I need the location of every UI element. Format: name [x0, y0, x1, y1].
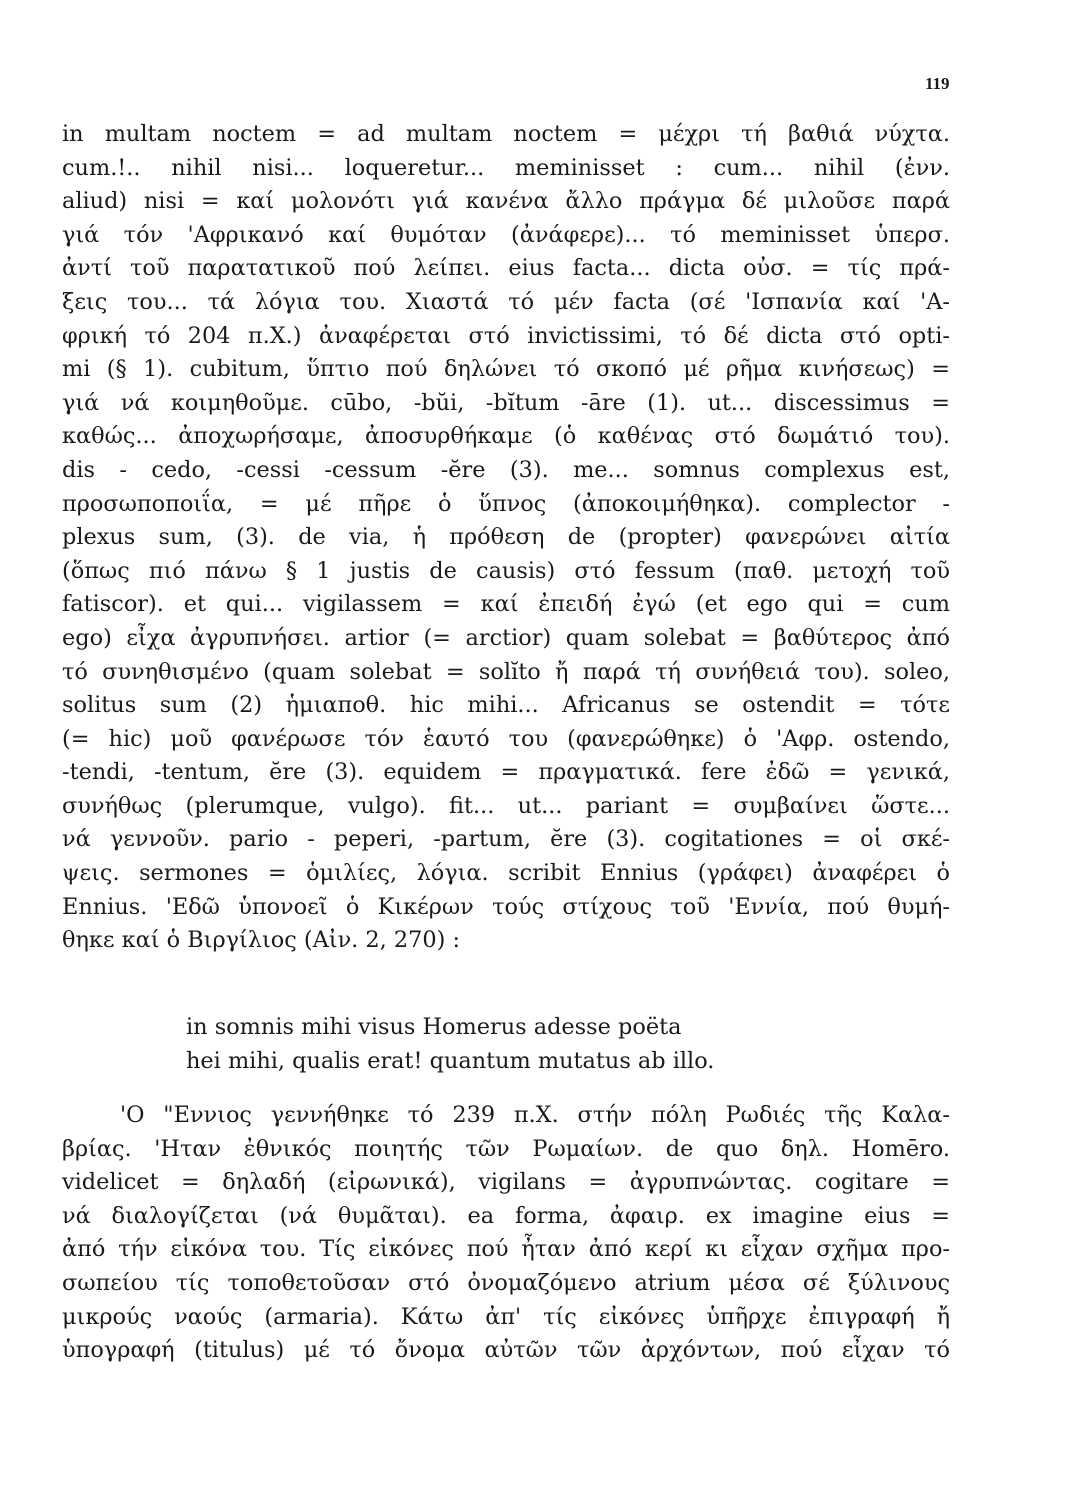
verse-line: hei mihi, qualis erat! quantum mutatus ab illo.	[186, 1047, 715, 1074]
text-line: cum.!.. nihil nisi... loqueretur... meminisset : cum... nihil (ἐνν.	[62, 154, 950, 181]
text-line: συνήθως (plerumque, vulgo). fit... ut... pariant = συμβαίνει ὥστε...	[62, 792, 950, 819]
text-line: φρική τό 204 π.Χ.) ἀναφέρεται στό invictissimi, τό δέ dicta στό opti-	[62, 322, 950, 349]
text-line: ψεις. sermones = ὁμιλίες, λόγια. scribit Ennius (γράφει) ἀναφέρει ὁ	[62, 860, 950, 887]
text-line: νά διαλογίζεται (νά θυμᾶται). ea forma, ἀφαιρ. ex imagine eius =	[62, 1202, 950, 1229]
text-line: plexus sum, (3). de via, ἡ πρόθεση de (propter) φανερώνει αἰτία	[62, 524, 950, 551]
text-line: in multam noctem = ad multam noctem = μέχρι τή βαθιά νύχτα.	[62, 121, 950, 147]
text-line: ξεις του... τά λόγια του. Χιαστά τό μέν facta (σέ 'Ισπανία καί 'Α-	[62, 288, 950, 315]
text-line: 'Ο "Εννιος γεννήθηκε τό 239 π.Χ. στήν πόλη Ρωδιές τῆς Καλα-	[120, 1102, 950, 1128]
text-line: ἀπό τήν εἰκόνα του. Τίς εἰκόνες πού ἦταν ἀπό κερί κι εἶχαν σχῆμα προ-	[62, 1236, 950, 1263]
text-line: videlicet = δηλαδή (εἰρωνικά), vigilans = ἀγρυπνώντας. cogitare =	[62, 1169, 950, 1196]
text-line: τό συνηθισμένο (quam solebat = solĭto ἤ παρά τή συνήθειά του). soleo,	[62, 658, 950, 685]
text-line: -tendi, -tentum, ĕre (3). equidem = πραγματικά. fere ἐδῶ = γενικά,	[62, 759, 950, 786]
text-line: γιά τόν 'Αφρικανό καί θυμόταν (ἀνάφερε)... τό meminisset ὑπερσ.	[62, 221, 950, 248]
text-line: fatiscor). et qui... vigilassem = καί ἐπειδή ἐγώ (et ego qui = cum	[62, 591, 950, 618]
text-line: solitus sum (2) ἡμιαποθ. hic mihi... Africanus se ostendit = τότε	[62, 692, 950, 719]
text-line: aliud) nisi = καί μολονότι γιά κανένα ἄλλο πράγμα δέ μιλοῦσε παρά	[62, 188, 950, 215]
text-line: θηκε καί ὁ Βιργίλιος (Αἰν. 2, 270) :	[62, 927, 461, 954]
text-line: (ὅπως πιό πάνω § 1 justis de causis) στό fessum (παθ. μετοχή τοῦ	[62, 557, 950, 584]
text-line: προσωποποιΐα, = μέ πῆρε ὁ ὕπνος (ἀποκοιμήθηκα). complector -	[62, 490, 950, 517]
commentary-paragraph	[62, 118, 950, 958]
text-line: (= hic) μοῦ φανέρωσε τόν ἑαυτό του (φανερώθηκε) ὁ 'Αφρ. ostendo,	[62, 725, 950, 752]
page-number: 119	[925, 74, 950, 93]
text-line: ὑπογραφή (titulus) μέ τό ὄνομα αὐτῶν τῶν ἀρχόντων, πού εἶχαν τό	[62, 1337, 950, 1364]
text-line: βρίας. 'Ηταν ἐθνικός ποιητής τῶν Ρωμαίων. de quo δηλ. Homēro.	[62, 1135, 950, 1162]
text-line: καθώς... ἀποχωρήσαμε, ἀποσυρθήκαμε (ὁ καθένας στό δωμάτιό του).	[62, 423, 950, 450]
text-line: γιά νά κοιμηθοῦμε. cūbo, -bŭi, -bĭtum -āre (1). ut... discessimus =	[62, 389, 950, 416]
text-line: dis - cedo, -cessi -cessum -ĕre (3). me... somnus complexus est,	[62, 456, 950, 483]
text-line: ego) εἶχα ἀγρυπνήσει. artior (= arctior) quam solebat = βαθύτερος ἀπό	[62, 624, 950, 651]
text-line: νά γεννοῦν. pario - peperi, -partum, ĕre (3). cogitationes = οἱ σκέ-	[62, 826, 950, 853]
text-line: σωπείου τίς τοποθετοῦσαν στό ὀνομαζόμενο atrium μέσα σέ ξύλινους	[62, 1269, 950, 1296]
text-line: μικρούς ναούς (armaria). Κάτω ἀπ' τίς εἰκόνες ὑπῆρχε ἐπιγραφή ἤ	[62, 1303, 950, 1330]
text-line: mi (§ 1). cubitum, ὕπτιο πού δηλώνει τό σκοπό μέ ρῆμα κινήσεως) =	[62, 356, 950, 383]
text-line: ἀντί τοῦ παρατατικοῦ πού λείπει. eius facta... dicta οὐσ. = τίς πρά-	[62, 255, 950, 282]
second-paragraph	[62, 1099, 950, 1368]
verse-line: in somnis mihi visus Homerus adesse poëta	[186, 1014, 682, 1040]
verse-quote	[186, 1011, 906, 1078]
text-line: Ennius. 'Εδῶ ὑπονοεῖ ὁ Κικέρων τούς στίχους τοῦ 'Εννία, πού θυμή-	[62, 893, 950, 920]
